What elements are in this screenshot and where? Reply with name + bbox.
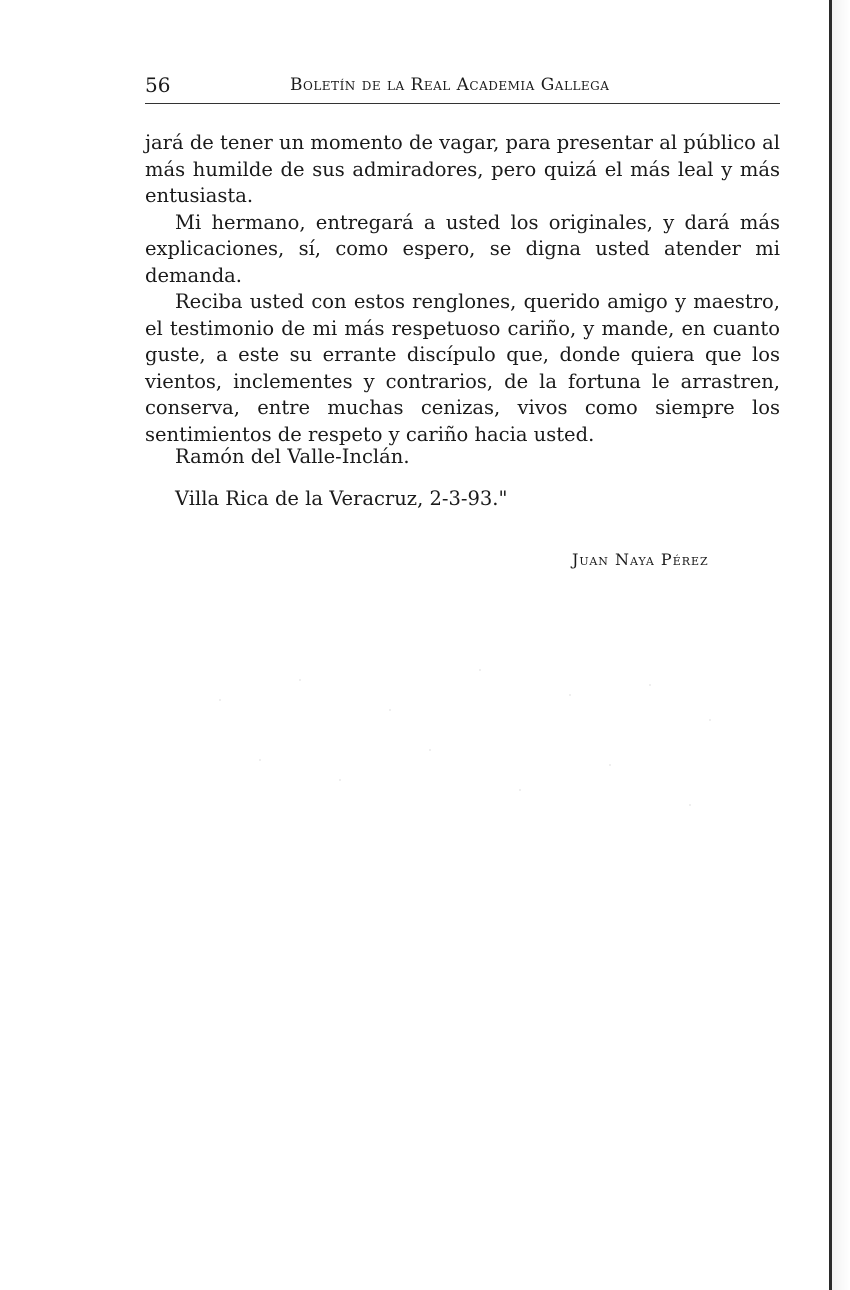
header-rule [145,103,780,104]
paragraph-2: Mi hermano, entregará a usted los originales, y dará más explicaciones, sí, como espero, se digna usted atender mi demanda. [145,210,780,287]
letter-signature: Ramón del Valle-Inclán. [175,445,410,468]
paragraph-1: jará de tener un momento de vagar, para presentar al público al más humilde de sus admiradores, pero quizá el más leal y más entusiasta. [145,131,780,207]
page-edge-shadow [832,0,850,1290]
body-text [145,130,780,448]
paragraph-3: Reciba usted con estos renglones, querido amigo y maestro, el testimonio de mi más respetuoso cariño, y mande, en cuanto guste, a este su errante discípulo que, donde quiera que los vientos, inclementes y contrarios, de la fortuna le arrastren, conserva, entre muchas cenizas, vivos como siempre los sentimientos de respeto y cariño hacia usted. [145,290,780,446]
page-edge [829,0,832,1290]
page-header [145,70,780,98]
article-author: Juan Naya Pérez [572,550,709,569]
page-number: 56 [145,73,171,97]
letter-place-date: Villa Rica de la Veracruz, 2-3-93." [175,487,508,510]
running-title: Boletín de la Real Academia Gallega [290,75,610,95]
bleed-through-noise [180,640,750,840]
